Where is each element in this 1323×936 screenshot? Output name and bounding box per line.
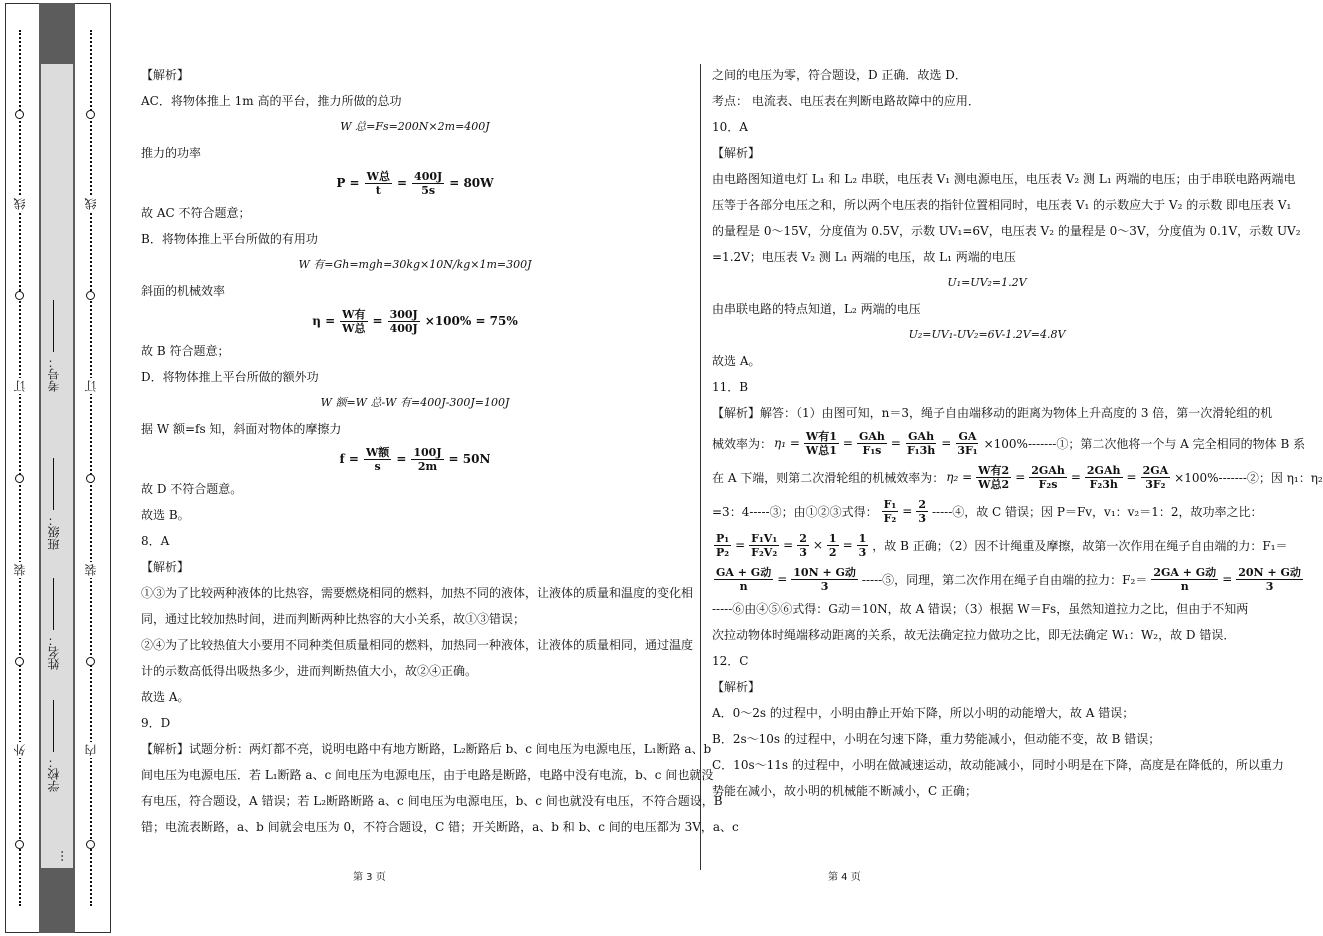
text-line: C．10s～11s 的过程中，小明在做减速运动，故动能减小，同时小明是在下降，高度是在降低的，所以重力 [712, 758, 1284, 772]
equation-line: U₂=UV₁-UV₂=6V-1.2V=4.8V [908, 328, 1066, 341]
fraction [976, 464, 1011, 491]
page-number-4: 第 4 页 [828, 872, 861, 883]
numerator: 2GA [1142, 463, 1169, 477]
formula-lhs: P = [336, 176, 360, 190]
text-line: 错；电流表断路，a、b 间就会电压为 0，不符合题设，C 错；开关断路，a、b 和 b、c 间的电压都为 3V，a、c [141, 820, 739, 834]
denominator: 2 [828, 545, 837, 559]
numerator: W总 [366, 169, 390, 183]
text-segment: 械效率为： [712, 436, 773, 451]
friction-formula [141, 442, 689, 476]
answer-line: 故选 A。 [141, 690, 190, 704]
analysis-heading: 【解析】 [712, 680, 761, 694]
numerator: 2 [799, 531, 807, 545]
numerator: GA + G动 [716, 565, 772, 579]
fraction [797, 532, 809, 559]
numerator: GAh [908, 429, 935, 443]
denominator: 3 [799, 545, 807, 559]
binding-hole-icon [86, 474, 95, 483]
text-line: 的量程是 0～15V，分度值为 0.5V，示数 UV₁=6V，电压表 V₂ 的量程是 0～3V，分度值为 0.1V，示数 UV₂ [712, 224, 1301, 238]
school-field [48, 700, 60, 792]
text-line: 【解析】解答：（1）由图可知，n＝3，绳子自由端移动的距离为物体上升高度的 3 倍，第一次滑轮组的机 [712, 406, 1273, 420]
denominator: 400J [389, 321, 418, 335]
margin-label-xian-inner: 线 [84, 198, 98, 210]
numerator: 2GA + G动 [1153, 565, 1217, 579]
class-label: 班级： [47, 514, 61, 550]
binding-hole-icon [15, 840, 24, 849]
binding-hole-icon [86, 291, 95, 300]
text-line: B．2s～10s 的过程中，小明在匀速下降，重力势能减小，但动能不变，故 B 错误； [712, 732, 1161, 746]
equation-line: W 额=W 总-W 有=400J-300J=100J [320, 396, 510, 409]
numerator: 400J [414, 169, 443, 183]
numerator: W额 [365, 445, 390, 459]
margin-label-wai: 外 [13, 744, 27, 756]
equals-sign: = [396, 176, 408, 190]
question-number: 8．A [141, 534, 170, 548]
denominator: n [1180, 579, 1189, 593]
binding-margin [0, 0, 112, 936]
text-segment: ×100%-------①；第二次他将一个与 A 完全相同的物体 B 系 [983, 436, 1306, 451]
margin-label-zhuang-outer: 装 [13, 564, 27, 576]
name-line [54, 578, 55, 630]
text-line: 间电压为电源电压．若 L₁断路 a、c 间电压为电源电压，由于电路是断路，电路中没有电流，b、c 间也就没 [141, 768, 714, 782]
denominator: P₂ [716, 545, 730, 559]
analysis-heading: 【解析】 [141, 560, 190, 574]
text-line: 故 AC 不符合题意； [141, 206, 251, 220]
equals-sign: = [902, 504, 913, 518]
denominator: F₂3h [1089, 477, 1118, 491]
equation-line: U₁=UV₂=1.2V [947, 276, 1027, 289]
numerator: 2GAh [1031, 463, 1065, 477]
margin-label-nei: 内 [84, 744, 98, 756]
equals-sign: = [396, 452, 407, 466]
fraction [857, 532, 869, 559]
text-line: 次拉动物体时绳端移动距离的关系，故无法确定拉力做功之比，即无法确定 W₁：W₂，故 D 错误． [712, 628, 1236, 642]
binding-hole-icon [86, 657, 95, 666]
efficiency-2-line: 在 A 下端，则第二次滑轮组的机械效率为： η₂ = $\frac{\text{W有2}}{\text{W总2}}$ = $\frac{\text{2GAh}}{\text{F₂s}}$ = $\frac{\text{2GAh}}{\text{F₂3h}}$ = $\frac{2GA}{\text{3F₂}}$ ×100%-------②；因 η₁：η₂ [712, 463, 1323, 491]
eta-2-label: η₂ = [946, 470, 973, 484]
denominator: W总1 [805, 443, 837, 457]
question-number: 12．C [712, 654, 749, 668]
text-line: 故 B 符合题意； [141, 344, 230, 358]
fraction [714, 532, 731, 559]
text-line: 故 D 不符合题意。 [141, 482, 243, 496]
class-line [54, 458, 55, 510]
numerator: 1 [858, 531, 867, 545]
text-line: 据 W 额=fs 知，斜面对物体的摩擦力 [141, 422, 342, 436]
question-number: 11．B [712, 380, 749, 394]
denominator: s [374, 459, 381, 473]
denominator: 2m [417, 459, 438, 473]
class-field [48, 458, 60, 550]
text-line: 势能在减小，故小明的机械能不断减小，C 正确； [712, 784, 977, 798]
analysis-heading: 【解析】 [712, 146, 761, 160]
analysis-heading: 【解析】 [141, 68, 190, 82]
fraction [882, 498, 899, 525]
denominator: t [375, 183, 381, 197]
text-line: A．0～2s 的过程中，小明由静止开始下降，所以小明的动能增大，故 A 错误； [712, 706, 1135, 720]
fraction [365, 170, 392, 197]
numerator: GA [958, 429, 977, 443]
efficiency-formula [141, 304, 689, 338]
text-line: 压等于各部分电压之和，所以两个电压表的指针位置相同时，电压表 V₁ 的示数应大于 V₂ 的示数 即电压表 V₁ [712, 198, 1292, 212]
text-line: =1.2V；电压表 V₂ 测 L₁ 两端的电压，故 L₁ 两端的电压 [712, 250, 1016, 264]
text-line: D．将物体推上平台所做的额外功 [141, 370, 319, 384]
text-segment: ×100%-------②；因 η₁：η₂ [1174, 470, 1323, 485]
force-ratio-line [712, 494, 1262, 528]
eta-1-label: η₁ = [774, 436, 800, 450]
fraction [411, 446, 443, 473]
denominator: 5s [421, 183, 436, 197]
text-line: B．将物体推上平台所做的有用功 [141, 232, 318, 246]
denominator: F₂V₂ [751, 545, 778, 559]
denominator: 3F₂ [1145, 477, 1166, 491]
answer-line: 故选 A。 [712, 354, 761, 368]
outer-dotted-line [19, 30, 21, 906]
text-line: 计的示数高低得出吸热多少，进而判断热值大小，故②④正确。 [141, 664, 478, 678]
answer-line: 故选 B。 [141, 508, 190, 522]
fraction [1151, 566, 1218, 593]
formula-lhs: η = [312, 314, 336, 328]
formula-result: = 80W [449, 176, 494, 190]
fraction [1236, 566, 1303, 593]
denominator: F₁s [862, 443, 882, 457]
text-line: AC．将物体推上 1m 高的平台，推力所做的总功 [141, 94, 402, 108]
numerator: 2GAh [1086, 463, 1121, 477]
denominator: F₂s [1038, 477, 1058, 491]
fraction [916, 498, 928, 525]
text-line: 由串联电路的特点知道，L₂ 两端的电压 [712, 302, 921, 316]
text-line: 有电压，符合题设，A 错误；若 L₂断路断路 a、c 间电压为电源电压，b、c 间也就没有电压，不符合题设，B [141, 794, 723, 808]
text-line: 斜面的机械效率 [141, 284, 226, 298]
text-line: ②④为了比较热值大小要用不同种类但质量相同的燃料，加热同一种液体，让液体的质量相同，通过温度 [141, 638, 694, 652]
text-line: 同，通过比较加热时间，进而判断两种比热容的大小关系，故①③错误； [141, 612, 526, 626]
fraction [364, 446, 391, 473]
denominator: 3 [918, 511, 926, 525]
binding-hole-icon [86, 110, 95, 119]
column-divider [700, 64, 701, 870]
fraction [905, 430, 937, 457]
text-line: 由电路图知道电灯 L₁ 和 L₂ 串联，电压表 V₁ 测电源电压，电压表 V₂ 测 L₁ 两端的电压；由于串联电路两端电 [712, 172, 1296, 186]
binding-hole-icon [15, 110, 24, 119]
denominator: 3F₁ [957, 443, 978, 457]
text-segment: -----④，故 C 错误；因 P＝Fv，v₁：v₂＝1：2，故功率之比： [931, 504, 1263, 519]
pull-force-line: $\frac{\text{GA + G动}}{n}$ = $\frac{\text{10N + G动}}{3}$ -----⑤，同理，第二次作用在绳子自由端的拉力：F₂＝ $\frac{\text{2GA + G动}}{n}$ = $\frac{\text{20N + G动}}{3}$ [716, 565, 1301, 593]
fraction [827, 532, 839, 559]
denominator: W总2 [978, 477, 1010, 491]
text-line: 【解析】试题分析：两灯都不亮，说明电路中有地方断路，L₂断路后 b、c 间电压为电源电压，L₁断路 a、b [141, 742, 712, 756]
denominator: 3 [820, 579, 829, 593]
numerator: 20N + G动 [1238, 565, 1301, 579]
fraction [955, 430, 979, 457]
fraction [749, 532, 779, 559]
numerator: 10N + G动 [793, 565, 856, 579]
formula-lhs: f = [339, 452, 359, 466]
margin-label-xian-outer: 线 [13, 198, 27, 210]
text-line: 推力的功率 [141, 146, 202, 160]
power-formula [141, 166, 689, 200]
text-segment: 在 A 下端，则第二次滑轮组的机械效率为： [712, 470, 945, 485]
question-number: 10．A [712, 120, 748, 134]
fraction [1085, 464, 1123, 491]
numerator: W有1 [805, 429, 837, 443]
binding-hole-icon [86, 840, 95, 849]
text-segment: =3：4-----③；由①②③式得： [712, 504, 878, 519]
school-line [54, 700, 55, 752]
efficiency-1-line: 械效率为： η₁ = $\frac{\text{W有1}}{\text{W总1}}$ = $\frac{\text{GAh}}{\text{F₁s}}$ = $\frac{\text{GAh}}{\text{F₁3h}}$ = $\frac{GA}{\text{3F₁}}$ ×100%-------①；第二次他将一个与 A 完全相同的物体 B 系 [712, 429, 1306, 457]
binding-hole-icon [15, 474, 24, 483]
numerator: F₁ [883, 497, 897, 511]
text-line: 之间的电压为零，符合题设，D 正确．故选 D． [712, 68, 967, 82]
name-label: 姓名： [47, 634, 61, 670]
numerator: GAh [858, 429, 885, 443]
margin-label-zhuang-inner: 装 [84, 564, 98, 576]
fraction [1141, 464, 1171, 491]
numerator: W有2 [978, 463, 1010, 477]
binding-hole-icon [15, 657, 24, 666]
text-segment: -----⑤，同理，第二次作用在绳子自由端的拉力：F₂＝ [861, 572, 1148, 587]
denominator: n [739, 579, 748, 593]
fraction [791, 566, 858, 593]
fraction [388, 308, 420, 335]
exam-number-field [48, 300, 60, 392]
name-field [48, 578, 60, 670]
school-label: 学校： [47, 756, 61, 792]
equation-line: W 有=Gh=mgh=30kg×10N/kg×1m=300J [298, 258, 532, 271]
denominator: F₂ [883, 511, 897, 525]
fraction [340, 308, 367, 335]
fraction [714, 566, 773, 593]
page-4-column [712, 62, 1323, 804]
margin-label-ding-inner: 订 [84, 380, 98, 392]
formula-result: = 50N [448, 452, 491, 466]
numerator: 1 [828, 531, 837, 545]
formula-result: ×100% = 75% [424, 314, 518, 328]
denominator: W总 [342, 321, 366, 335]
text-segment: ，故 B 正确；（2）因不计绳重及摩擦，故第一次作用在绳子自由端的力：F₁＝ [872, 538, 1288, 553]
exam-number-label: 考号： [47, 356, 61, 392]
margin-ellipsis: … [52, 850, 66, 862]
denominator: F₁3h [906, 443, 936, 457]
margin-label-ding-outer: 订 [13, 380, 27, 392]
equals-sign: = [372, 314, 383, 328]
fraction [412, 170, 444, 197]
question-number: 9．D [141, 716, 171, 730]
fraction [1029, 464, 1067, 491]
fraction [804, 430, 839, 457]
numerator: 2 [918, 497, 926, 511]
text-line: -----⑥由④⑤⑥式得：G动＝10N，故 A 错误；（3）根据 W＝Fs，虽然知道拉力之比，但由于不知两 [712, 602, 1249, 616]
exam-number-line [54, 300, 55, 352]
numerator: 100J [413, 445, 442, 459]
equation-line: W 总=Fs=200N×2m=400J [340, 120, 490, 133]
inner-dotted-line [90, 30, 92, 906]
page-number-3: 第 3 页 [353, 872, 386, 883]
numerator: 300J [389, 307, 418, 321]
binding-hole-icon [15, 291, 24, 300]
numerator: P₁ [716, 531, 730, 545]
denominator: 3 [1265, 579, 1274, 593]
numerator: W有 [342, 307, 366, 321]
fraction [857, 430, 887, 457]
text-line: 考点： 电流表、电压表在判断电路故障中的应用． [712, 94, 980, 108]
text-line: ①③为了比较两种液体的比热容，需要燃烧相同的燃料，加热不同的液体，让液体的质量和温度的变化相 [141, 586, 694, 600]
numerator: F₁V₁ [751, 531, 778, 545]
denominator: 3 [858, 545, 867, 559]
power-ratio-line: $\frac{\text{P₁}}{\text{P₂}}$ = $\frac{\text{F₁V₁}}{\text{F₂V₂}}$ = $\frac{2}{3}$ × $\frac{1}{2}$ = $\frac{1}{3}$ ，故 B 正确；（2）因不计绳重及摩擦，故第一次作用在绳子自由端的力：F₁＝ [716, 531, 1288, 559]
